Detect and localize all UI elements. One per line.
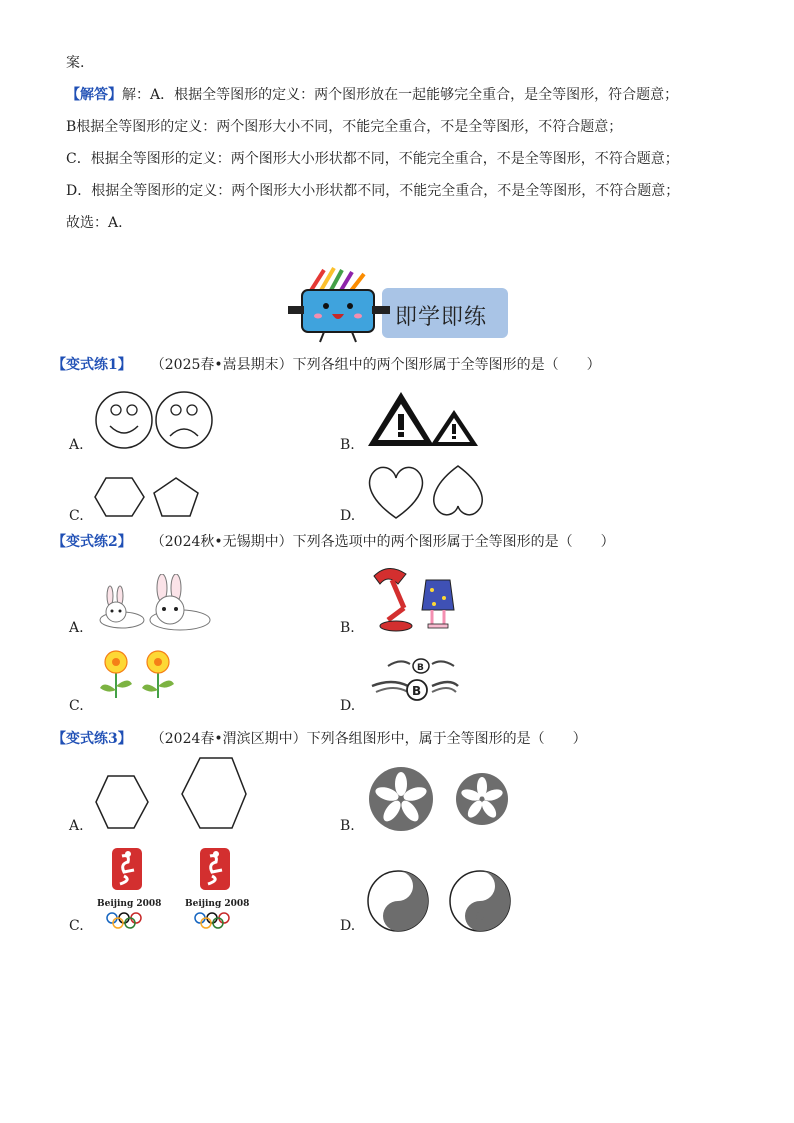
answer-line-3: C．根据全等图形的定义：两个图形大小形状都不同，不能完全重合，不是全等图形，不符合题意；: [66, 151, 679, 167]
answer-line-1-text: 解：A．根据全等图形的定义：两个图形放在一起能够完全重合，是全等图形，符合题意；: [122, 87, 679, 103]
q1-option-b-label: B.: [340, 437, 355, 453]
q1-option-c-polygons-icon: [94, 474, 204, 520]
q3-option-c-logo-text-2: Beijing 2008: [185, 899, 250, 909]
answer-tag: 【解答】: [66, 87, 122, 103]
svg-text:B: B: [417, 663, 424, 673]
question-1-tag: 【变式练1】: [52, 357, 132, 373]
q2-option-d-winged-b-logos-icon: [370, 654, 460, 710]
answer-line-5: 故选：A.: [66, 215, 123, 231]
answer-line-1: [66, 86, 678, 104]
q3-option-d-label: D.: [340, 918, 356, 934]
answer-line-0: 案.: [66, 55, 85, 71]
q1-option-b-warning-triangles-icon: [366, 388, 480, 450]
q3-option-d-yin-yang-icon: [366, 868, 514, 934]
q1-option-a-label: A.: [69, 437, 84, 453]
q2-option-a-rabbits-icon: [96, 574, 216, 632]
question-3-tag: 【变式练3】: [52, 731, 132, 747]
question-3-header: [52, 730, 587, 748]
svg-text:B: B: [412, 684, 422, 698]
pencil-case-mascot-icon: [280, 262, 400, 346]
q2-option-b-lamps-icon: [368, 562, 458, 632]
q3-option-b-label: B.: [340, 818, 355, 834]
q3-option-c-logo-text-1: Beijing 2008: [97, 899, 162, 909]
question-2-text: （2024秋•无锡期中）下列各选项中的两个图形属于全等图形的是（ ）: [157, 534, 615, 550]
q2-option-c-flowers-icon: [96, 650, 180, 698]
q3-option-b-bauhinia-icon: [368, 766, 510, 832]
question-1-text: （2025春•嵩县期末）下列各组中的两个图形属于全等图形的是（ ）: [157, 357, 601, 373]
q1-option-d-hearts-icon: [366, 464, 488, 522]
question-2-header: [52, 533, 615, 551]
q3-option-c-beijing-2008-logos-icon: [94, 846, 254, 930]
question-3-text: （2024春•渭滨区期中）下列各组图形中，属于全等图形的是（ ）: [157, 731, 587, 747]
banner-title: 即学即练: [395, 305, 488, 330]
q3-option-a-hexagons-icon: [94, 756, 250, 832]
practice-banner: [280, 262, 510, 346]
answer-line-2: B根据全等图形的定义：两个图形大小不同，不能完全重合，不是全等图形，不符合题意；: [66, 119, 623, 135]
q2-option-a-label: A.: [69, 620, 84, 636]
q1-option-a-faces-icon: [94, 388, 216, 452]
q2-option-d-label: D.: [340, 698, 356, 714]
q2-option-c-label: C.: [69, 698, 84, 714]
question-2-tag: 【变式练2】: [52, 534, 132, 550]
answer-line-4: D．根据全等图形的定义：两个图形大小形状都不同，不能完全重合，不是全等图形，不符合题意；: [66, 183, 680, 199]
q1-option-c-label: C.: [69, 508, 84, 524]
q3-option-c-label: C.: [69, 918, 84, 934]
q2-option-b-label: B.: [340, 620, 355, 636]
q1-option-d-label: D.: [340, 508, 356, 524]
question-1-header: [52, 356, 601, 374]
q3-option-a-label: A.: [69, 818, 84, 834]
